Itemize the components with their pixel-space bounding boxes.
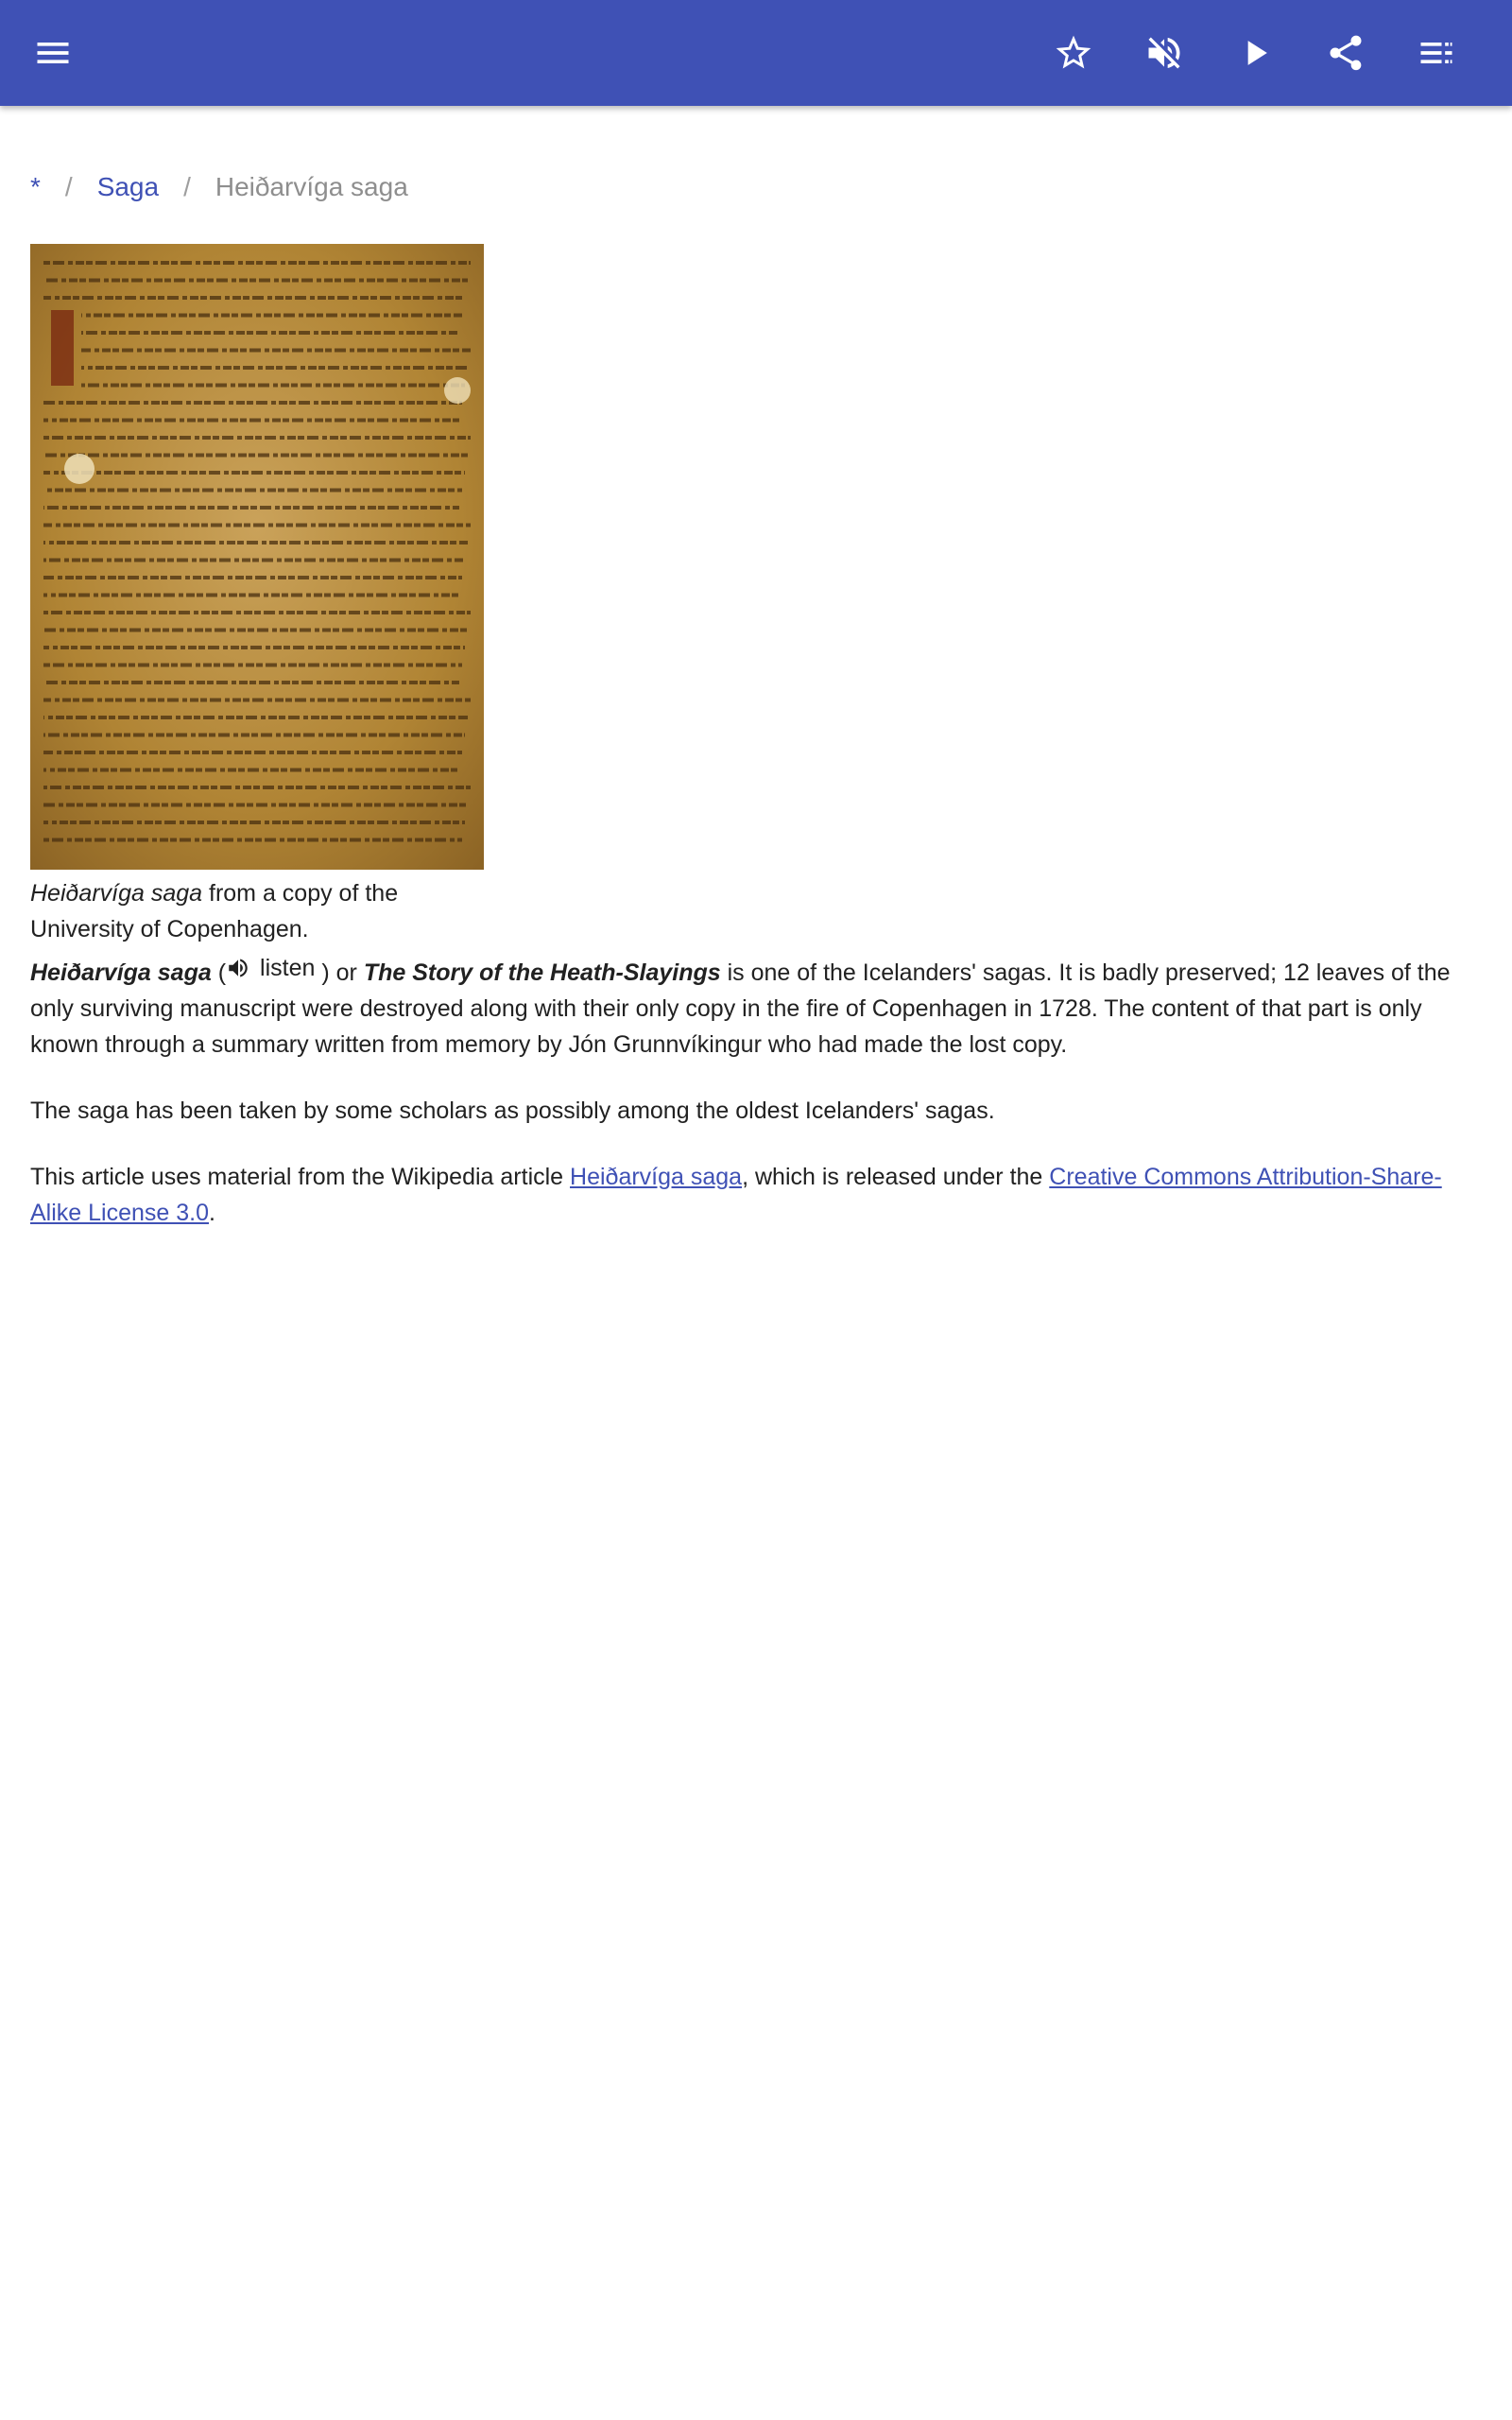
speaker-icon <box>226 956 250 980</box>
menu-button[interactable] <box>26 26 79 79</box>
license-notice <box>30 1159 1490 1231</box>
intro-paragraph <box>30 950 1490 1063</box>
breadcrumb-current: Heiðarvíga saga <box>215 172 408 201</box>
app-bar <box>0 0 1512 106</box>
license-link[interactable]: Creative Commons Attribution-Share-Alike License 3.0 <box>30 1164 1442 1226</box>
license-prefix: This article uses material from the Wikipedia article <box>30 1164 571 1190</box>
article-content <box>30 950 1490 1261</box>
breadcrumb <box>30 166 408 208</box>
article-title: Heiðarvíga saga <box>30 959 212 986</box>
listen-button[interactable] <box>226 950 315 986</box>
paren-close: ) or <box>315 959 364 986</box>
caption-text: from a copy of the University of Copenhagen. <box>30 880 399 942</box>
share-button[interactable] <box>1319 26 1372 79</box>
license-middle: , which is released under the <box>742 1164 1050 1190</box>
play-button[interactable] <box>1228 26 1281 79</box>
playlist-icon <box>1416 32 1457 74</box>
mute-button[interactable] <box>1138 26 1191 79</box>
license-suffix: . <box>209 1200 215 1226</box>
figure-caption <box>30 875 465 947</box>
alt-title: The Story of the Heath-Slayings <box>363 959 721 986</box>
manuscript-image[interactable] <box>30 244 484 870</box>
caption-italic: Heiðarvíga saga <box>30 880 203 907</box>
breadcrumb-separator: / <box>183 172 191 201</box>
breadcrumb-home-link[interactable]: * <box>30 172 41 201</box>
volume-off-icon <box>1143 32 1185 74</box>
breadcrumb-saga-link[interactable]: Saga <box>96 172 160 201</box>
paren-open: ( <box>211 959 227 986</box>
breadcrumb-separator: / <box>64 172 73 201</box>
share-icon <box>1325 32 1366 74</box>
play-icon <box>1234 32 1276 74</box>
wikipedia-article-link[interactable]: Heiðarvíga saga <box>570 1164 743 1190</box>
intro-body: is one of the Icelanders' sagas. It is badly preserved; 12 leaves of the only surviving manuscript were destroyed along with their only copy in the fire of Copenhagen in 1728. The content of that part is only known through a summary written from memory by Jón Grunnvíkingur who had made the lost copy. <box>30 959 1451 1058</box>
figure <box>30 244 484 947</box>
menu-icon <box>32 32 74 74</box>
second-paragraph: The saga has been taken by some scholars as possibly among the oldest Icelanders' sagas. <box>30 1098 995 1124</box>
bookmark-button[interactable] <box>1047 26 1100 79</box>
listen-label: listen <box>260 955 316 981</box>
star-outline-icon <box>1053 32 1094 74</box>
contents-button[interactable] <box>1410 26 1463 79</box>
